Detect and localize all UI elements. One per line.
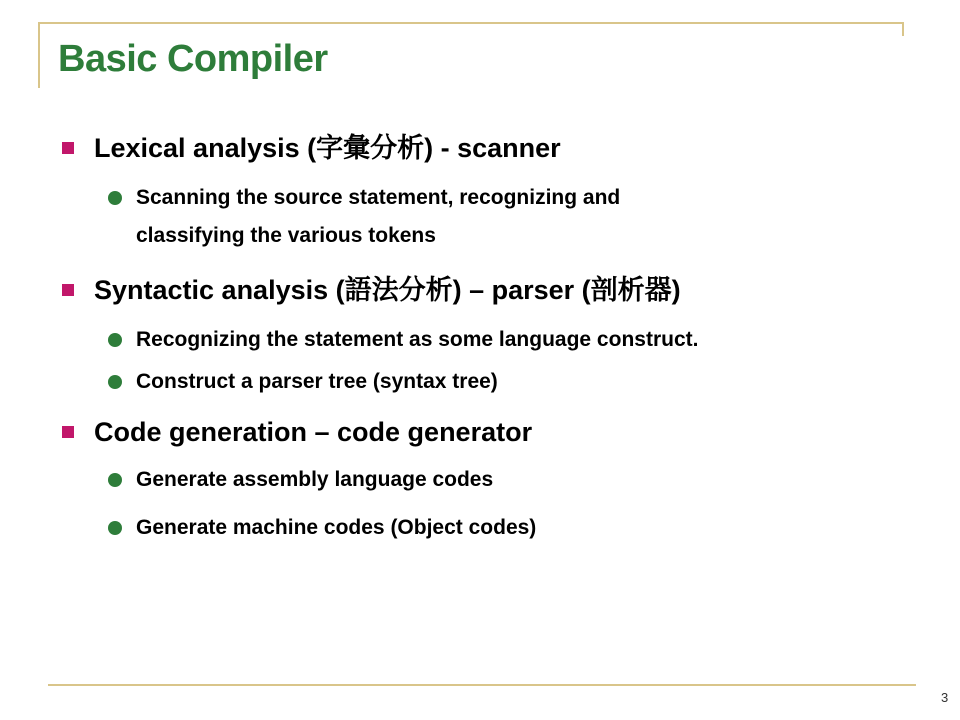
sub-bullet-item — [136, 182, 620, 214]
sub-bullet-item — [136, 512, 536, 544]
bullet-text: Lexical analysis (字彙分析) - scanner — [94, 133, 561, 163]
sub-bullet-item — [136, 464, 493, 496]
round-bullet-icon — [108, 333, 122, 347]
sub-bullet-text: Construct a parser tree (syntax tree) — [136, 370, 498, 393]
page-number: 3 — [941, 690, 949, 705]
sub-bullet-text-line1: Scanning the source statement, recognizing and — [136, 186, 621, 209]
frame-right-border — [902, 22, 904, 36]
square-bullet-icon — [62, 426, 74, 438]
round-bullet-icon — [108, 521, 122, 535]
sub-bullet-text: Generate machine codes (Object codes) — [136, 516, 537, 539]
round-bullet-icon — [108, 473, 122, 487]
frame-top-border — [38, 22, 904, 24]
bullet-item — [94, 274, 681, 306]
sub-bullet-item — [136, 324, 698, 356]
round-bullet-icon — [108, 375, 122, 389]
frame-bottom-border — [48, 684, 916, 686]
sub-bullet-item-continuation — [136, 220, 436, 252]
square-bullet-icon — [62, 284, 74, 296]
sub-bullet-item — [136, 366, 498, 398]
round-bullet-icon — [108, 191, 122, 205]
sub-bullet-text: Generate assembly language codes — [136, 468, 494, 491]
frame-left-border — [38, 22, 40, 88]
bullet-item — [94, 416, 532, 448]
sub-bullet-text-line2: classifying the various tokens — [136, 224, 436, 247]
square-bullet-icon — [62, 142, 74, 154]
bullet-item — [94, 132, 561, 164]
bullet-text: Syntactic analysis (語法分析) – parser (剖析器) — [94, 275, 681, 305]
bullet-text: Code generation – code generator — [94, 417, 533, 447]
slide-title: Basic Compiler — [58, 38, 328, 80]
sub-bullet-text: Recognizing the statement as some language construct. — [136, 328, 699, 351]
